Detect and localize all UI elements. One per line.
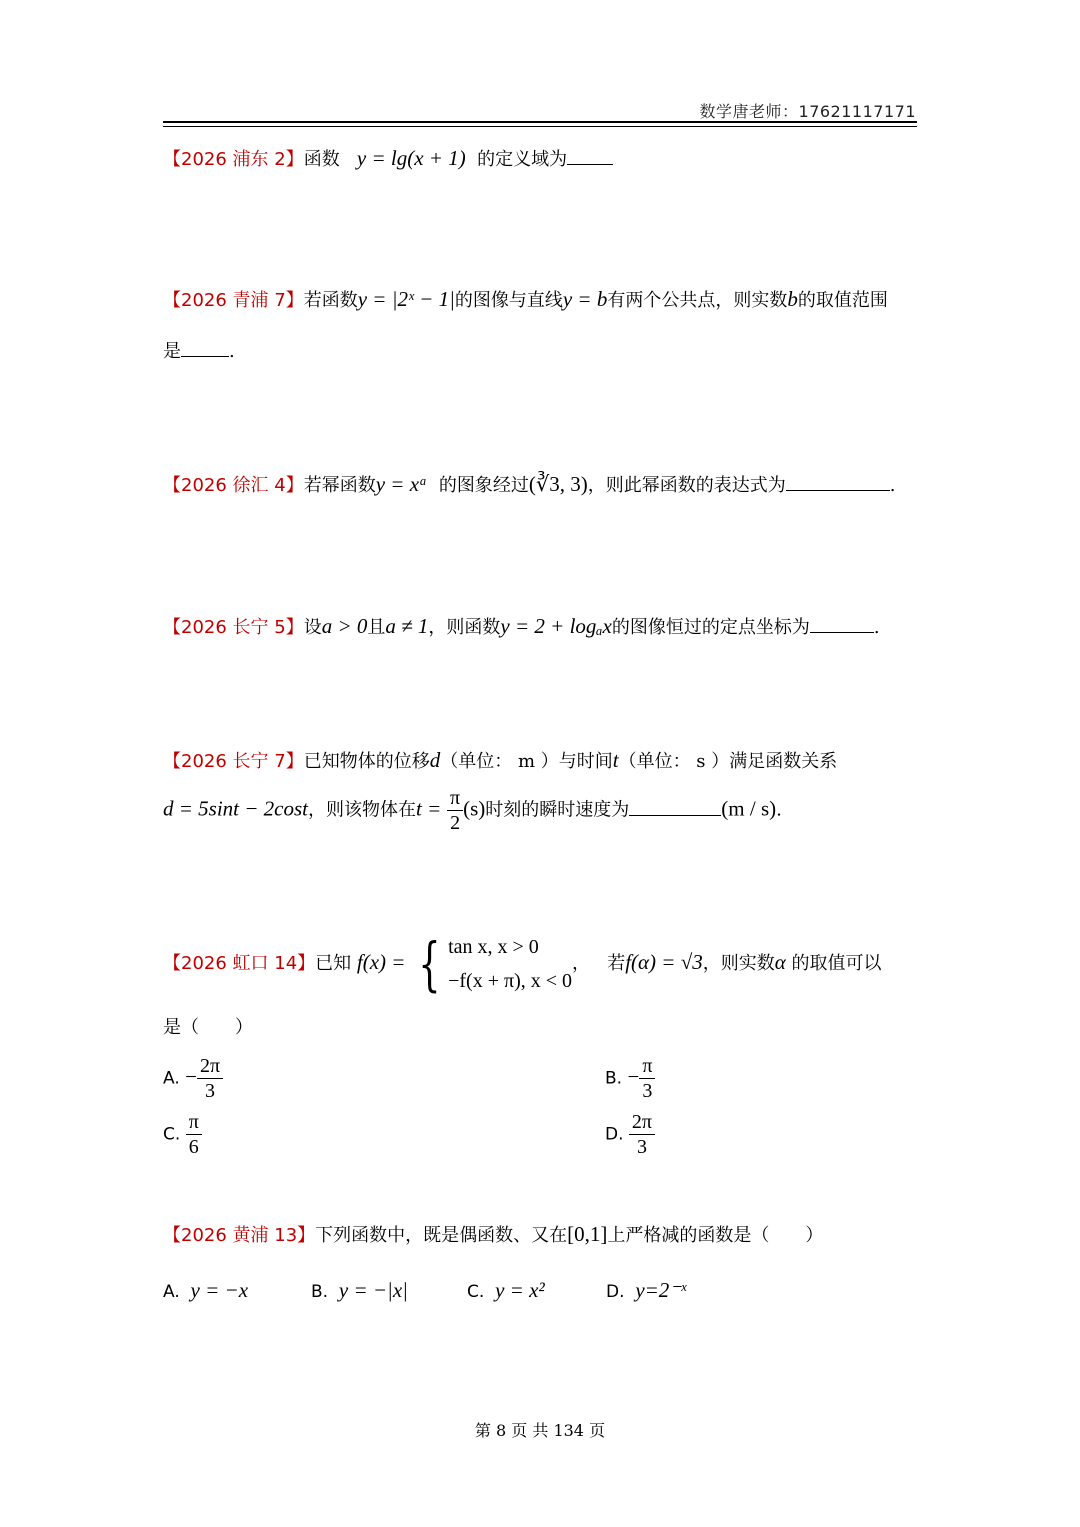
option-c[interactable] — [163, 1110, 202, 1159]
fraction: $\frac{2\pi}{3}$ — [629, 1110, 655, 1159]
question-text: ，则该物体在 — [308, 799, 417, 821]
header-rule-thin — [163, 126, 917, 127]
option-label: B. — [311, 1282, 329, 1302]
option-b[interactable] — [605, 1054, 655, 1103]
question-text: 已知 — [315, 953, 352, 974]
fraction: $\frac{2\pi}{3}$ — [197, 1054, 223, 1103]
question-text: 且 — [367, 617, 386, 638]
unit: (s) — [463, 796, 486, 821]
option-label: D. — [605, 1124, 624, 1145]
question-text: 是 — [163, 341, 181, 362]
question-5-line2 — [163, 786, 782, 835]
question-tag: 2026 长宁 7 — [181, 751, 286, 772]
period: . — [776, 799, 782, 821]
question-6-line2 — [163, 1016, 253, 1040]
formula: y = lg(x + 1) — [356, 146, 466, 170]
option-label: B. — [605, 1068, 623, 1089]
answer-blank[interactable] — [810, 614, 874, 633]
brace: { — [418, 930, 441, 998]
question-2: 【2026 青浦 7】若函数y = |2ˣ − 1|的图像与直线y = b有两个公共点，则实数b的取值范围 — [163, 287, 888, 311]
fraction: $\frac{\pi}{3}$ — [639, 1054, 655, 1103]
option-expr: y = −|x| — [338, 1278, 408, 1302]
question-text: （单位： m ）与时间 — [440, 751, 613, 772]
point: (∛3, 3) — [528, 472, 588, 496]
fraction: $\frac{\pi}{6}$ — [186, 1110, 202, 1159]
question-text: 的取值范围 — [797, 290, 888, 311]
header-contact: 数学唐老师：17621117171 — [699, 102, 916, 121]
question-text: 函数 — [303, 149, 340, 170]
page-number: 第 8 页 共 134 页 — [474, 1421, 606, 1440]
answer-blank[interactable] — [786, 472, 890, 491]
question-text: 的图像恒过的定点坐标为 — [611, 617, 810, 638]
condition: a ≠ 1 — [385, 614, 429, 638]
formula: y = xᵃ — [375, 472, 428, 496]
question-tag: 2026 黄浦 13 — [181, 1225, 298, 1246]
formula: d = 5sint − 2cost — [163, 796, 309, 821]
variable: t — [612, 748, 619, 772]
case-2: −f(x + π), x < 0 — [448, 970, 573, 992]
sign: − — [185, 1064, 197, 1089]
question-text: 有两个公共点，则实数 — [607, 290, 788, 311]
question-tag: 2026 长宁 5 — [181, 617, 286, 638]
question-text: 已知物体的位移 — [303, 751, 430, 772]
condition: a > 0 — [321, 614, 368, 638]
case-1: tan x, x > 0 — [448, 936, 539, 958]
option-label: D. — [606, 1282, 625, 1302]
interval: [0,1] — [567, 1222, 608, 1246]
option-b[interactable] — [311, 1278, 408, 1303]
option-label: C. — [163, 1124, 181, 1145]
question-tag: 2026 浦东 2 — [181, 149, 286, 170]
question-text: 的定义域为 — [477, 149, 568, 170]
period: . — [873, 617, 880, 638]
question-tag: 2026 青浦 7 — [181, 290, 286, 311]
unit: (m / s) — [721, 796, 777, 821]
variable: α — [774, 950, 786, 974]
option-a[interactable] — [163, 1278, 248, 1303]
period: . — [229, 341, 235, 362]
question-text: （单位： s ）满足函数关系 — [618, 751, 838, 772]
option-d[interactable] — [606, 1278, 686, 1303]
option-a[interactable] — [163, 1054, 223, 1103]
question-text: ，则函数 — [428, 617, 501, 638]
question-text: ，则此幂函数的表达式为 — [587, 475, 786, 496]
variable: d — [429, 748, 441, 772]
condition: f(α) = √3 — [625, 950, 703, 974]
question-7: 【2026 黄浦 13】下列函数中，既是偶函数、又在[0,1]上严格减的函数是（ ） — [163, 1222, 824, 1246]
option-expr: y = x² — [495, 1278, 545, 1302]
question-5: 【2026 长宁 7】已知物体的位移d（单位： m ）与时间t（单位： s ）满足函数关系 — [163, 748, 838, 772]
question-text: 若 — [607, 953, 626, 974]
formula: t = — [416, 796, 442, 821]
formula: f(x) = — [356, 950, 406, 974]
sign: − — [627, 1064, 640, 1089]
question-text: 若函数 — [303, 290, 358, 311]
question-text: 上严格减的函数是（ ） — [607, 1225, 824, 1246]
question-4: 【2026 长宁 5】设a > 0且a ≠ 1，则函数y = 2 + logₐx的图像恒过的定点坐标为 . — [163, 614, 880, 638]
variable: b — [787, 287, 798, 311]
question-tag: 2026 虹口 14 — [181, 953, 298, 974]
header-rule-thick — [163, 121, 917, 123]
formula-line: y = b — [562, 287, 608, 311]
question-text: 若幂函数 — [303, 475, 376, 496]
option-label: C. — [467, 1282, 485, 1302]
option-expr: y = −x — [190, 1278, 249, 1302]
option-label: A. — [163, 1068, 180, 1089]
option-expr: y=2⁻ˣ — [635, 1278, 687, 1302]
option-label: A. — [163, 1282, 180, 1302]
formula: y = |2ˣ − 1| — [357, 287, 455, 311]
question-text: ，则实数 — [702, 953, 775, 974]
answer-blank[interactable] — [629, 797, 721, 816]
question-text: 的取值可以 — [791, 953, 882, 974]
option-c[interactable] — [467, 1278, 545, 1303]
question-3: 【2026 徐汇 4】若幂函数y = xᵃ 的图象经过(∛3, 3)，则此幂函数的表达式为 . — [163, 472, 896, 496]
question-text: 的图象经过 — [438, 475, 529, 496]
question-2-line2 — [163, 338, 235, 364]
period: . — [889, 475, 896, 496]
option-d[interactable] — [605, 1110, 655, 1159]
question-text: ， — [572, 953, 591, 974]
piecewise-function — [411, 930, 572, 998]
question-tag: 2026 徐汇 4 — [181, 475, 286, 496]
question-text: 的图像与直线 — [454, 290, 563, 311]
question-1: 【2026 浦东 2】函数 y = lg(x + 1) 的定义域为 — [163, 146, 613, 172]
question-text: 时刻的瞬时速度为 — [485, 799, 630, 821]
fraction: $\frac{\pi}{2}$ — [447, 786, 463, 835]
question-text: 是（ ） — [163, 1017, 253, 1038]
question-text: 设 — [303, 617, 322, 638]
answer-blank[interactable] — [181, 338, 229, 357]
question-6: 【2026 虹口 14】已知 f(x) = { tan x, x > 0 −f(x + π), x < 0 ， 若f(α) = √3，则实数α 的取值可以 — [163, 930, 882, 998]
answer-blank[interactable] — [567, 146, 613, 165]
question-text: 下列函数中，既是偶函数、又在 — [315, 1225, 568, 1246]
formula: y = 2 + logₐx — [500, 614, 612, 638]
